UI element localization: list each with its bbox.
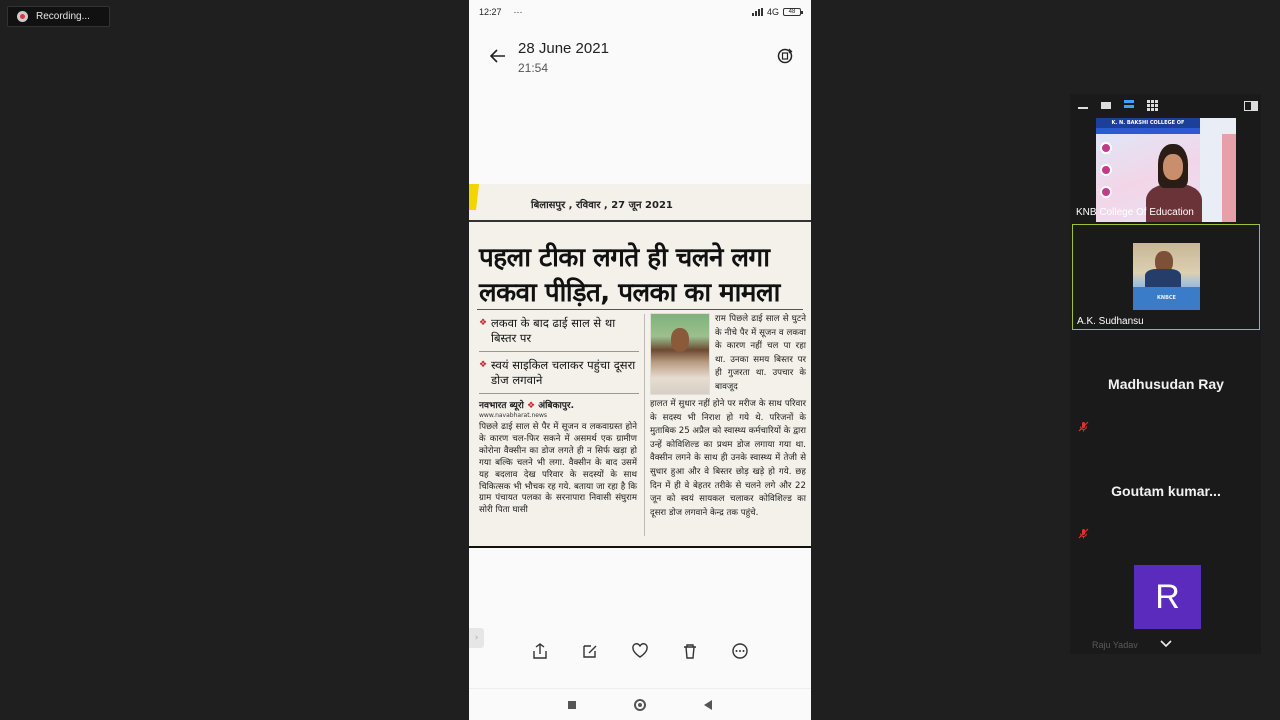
battery-level: 48 — [788, 9, 796, 15]
participant-name: Raju Yadav — [1092, 640, 1138, 650]
status-time: 12:27 — [479, 7, 502, 17]
participant-video — [1133, 243, 1200, 310]
status-dots: ··· — [513, 7, 523, 17]
mic-muted-icon — [1078, 421, 1089, 432]
network-type: 4G — [766, 7, 779, 17]
strip-view-icon[interactable] — [1123, 99, 1135, 111]
minimize-icon[interactable] — [1077, 99, 1089, 111]
participant-tile-active-speaker[interactable] — [1072, 224, 1260, 330]
participant-name: Goutam kumar... — [1111, 483, 1221, 499]
headline-line-2: लकवा पीड़ित, पलका का मामला — [479, 278, 780, 308]
article-column-1: पिछले ढाई साल से पैर में सूजन व लकवाग्रस्त होने के कारण चल-फिर सकने में असमर्थ एक ग्रामीण कोरोना वैक्सीन का डोज लगते ही न सिर्फ खड़ा हो गया बल्कि चलने भी लगा. वैक्सीन के बाद उसमें यह बदलाव देख परिवार के सदस्यों के साथ चिकित्सक भी भौचक रह गये. बताया जा रहा है कि ग्राम पंचायत पलका के सरनापारा निवासी संघुराम सोरी पिता घासी — [479, 422, 637, 516]
divider — [469, 546, 811, 548]
record-icon — [17, 11, 28, 22]
more-icon[interactable] — [731, 642, 749, 660]
recording-label: Recording... — [36, 11, 90, 22]
status-bar — [469, 0, 811, 24]
participant-tile[interactable] — [1072, 116, 1260, 220]
view-toolbar — [1070, 94, 1261, 116]
chevron-down-icon[interactable] — [1160, 640, 1172, 648]
clipping-dateline: बिलासपुर , रविवार , 27 जून 2021 — [531, 200, 673, 211]
android-nav-bar — [469, 688, 811, 720]
patient-photo — [650, 313, 710, 395]
yellow-mark — [469, 184, 479, 210]
exit-panel-icon[interactable] — [1244, 99, 1256, 111]
column-divider — [644, 314, 645, 536]
home-icon[interactable] — [634, 699, 646, 711]
mic-muted-icon — [1078, 528, 1089, 539]
grid-view-icon[interactable] — [1146, 99, 1158, 111]
poster-title: K. N. BAKSHI COLLEGE OF — [1096, 118, 1200, 128]
desk-banner: KNBCE — [1133, 287, 1200, 310]
heart-icon[interactable] — [631, 642, 649, 660]
source-url: www.navabharat.news — [479, 412, 548, 419]
photo-date: 28 June 2021 — [518, 40, 609, 57]
single-view-icon[interactable] — [1100, 99, 1112, 111]
battery-icon — [783, 8, 801, 16]
signal-icon — [752, 8, 763, 16]
photo-time: 21:54 — [518, 61, 549, 75]
rotate-icon[interactable] — [776, 47, 794, 65]
participant-name: Madhusudan Ray — [1108, 376, 1224, 392]
edit-icon[interactable] — [581, 642, 599, 660]
participant-name: KNB College Of Education — [1076, 207, 1194, 218]
back-icon[interactable] — [704, 700, 712, 710]
bullet-item: ❖ लकवा के बाद ढाई साल से था बिस्तर पर — [479, 316, 639, 352]
participant-tile[interactable] — [1072, 332, 1260, 436]
source-name: नवभारत ब्यूरो — [479, 401, 524, 411]
participant-panel — [1070, 94, 1261, 654]
newspaper-clipping — [469, 184, 811, 548]
news-source: नवभारत ब्यूरो ❖ अंबिकापुर. — [479, 401, 575, 411]
avatar: R — [1134, 565, 1201, 629]
photo-action-bar — [469, 634, 811, 668]
divider — [477, 309, 803, 310]
divider — [469, 220, 811, 222]
participant-tile[interactable] — [1072, 439, 1260, 543]
article-column-2: हालत में सुधार नहीं होने पर मरीज के साथ परिवार के सदस्य भी निराश हो गये थे. परिजनों के मुताबिक 25 अप्रैल को स्वास्थ्य कर्मचारियों के द्वारा उन्हें कोविशिल्ड का प्रथम डोज लगाया गया था. वैक्सीन लगने के साथ ही उनके स्वास्थ्य में तेजी से सुधार हुआ और वे बिस्तर छोड़ खड़े हो गये. छह दिन में ही वे बेहतर तरीके से चलने लगे और 22 जून को स्वयं सायकल चलाकर कोविशिल्ड का दूसरा डोज लगवाने केन्द्र तक पहुंचे. — [650, 399, 806, 518]
article-column-2-top: राम पिछले ढाई साल से घुटने के नीचे पैर में सूजन व लकवा के कारण नहीं चल पा रहा था. उनका समय बिस्तर पर ही गुजरता था. उपचार के बावजूद — [715, 314, 806, 392]
photo-viewer[interactable] — [469, 88, 811, 643]
gallery-header — [469, 24, 811, 88]
headline-line-1: पहला टीका लगते ही चलने लगा — [479, 243, 770, 273]
participant-tile[interactable] — [1072, 546, 1260, 654]
trash-icon[interactable] — [681, 642, 699, 660]
share-icon[interactable] — [531, 642, 549, 660]
participant-name: A.K. Sudhansu — [1077, 316, 1144, 327]
expand-side-handle[interactable]: › — [469, 628, 484, 648]
back-arrow-icon[interactable] — [489, 47, 507, 65]
recents-icon[interactable] — [568, 701, 576, 709]
recording-indicator[interactable] — [7, 6, 110, 27]
shared-phone-screen — [469, 0, 811, 720]
bullet-item: ❖ स्वयं साइकिल चलाकर पहुंचा दूसरा डोज लगवाने — [479, 358, 639, 394]
source-place: अंबिकापुर. — [538, 401, 575, 411]
summary-bullets — [479, 316, 639, 400]
